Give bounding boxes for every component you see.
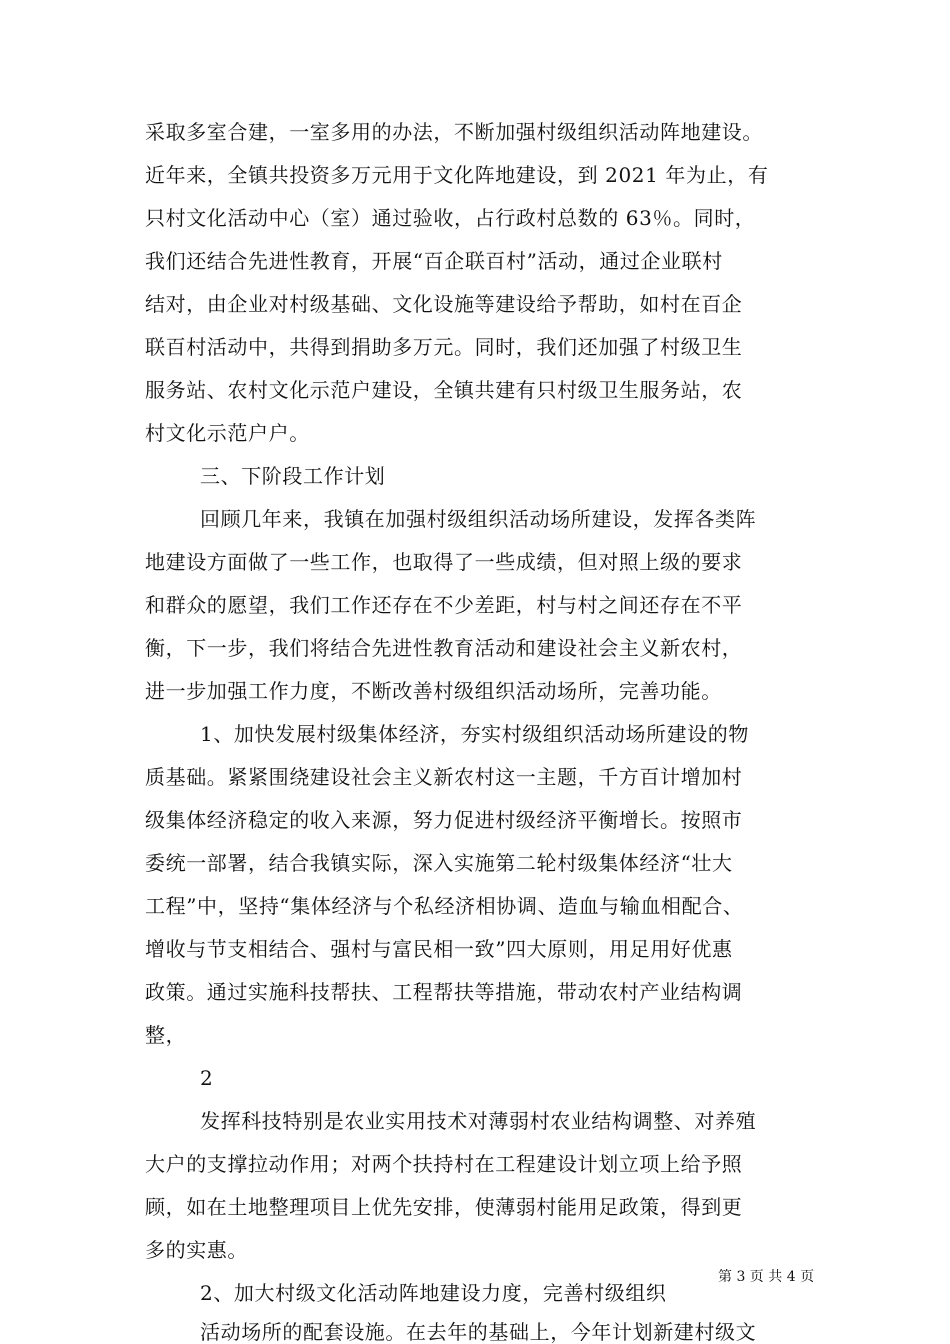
section-heading: 三、下阶段工作计划 bbox=[200, 464, 386, 488]
text-line: 和群众的愿望，我们工作还存在不少差距，村与村之间还存在不平 bbox=[145, 593, 743, 617]
text-line: 整， bbox=[145, 1023, 187, 1047]
text-line: 工程”中，坚持“集体经济与个私经济相协调、造血与输血相配合、 bbox=[145, 894, 744, 918]
text-line: 顾，如在土地整理项目上优先安排，使薄弱村能用足政策，得到更 bbox=[145, 1195, 743, 1219]
text-line: 联百村活动中，共得到捐助多万元。同时，我们还加强了村级卫生 bbox=[145, 335, 743, 359]
text-line: 级集体经济稳定的收入来源，努力促进村级经济平衡增长。按照市 bbox=[145, 808, 743, 832]
text-line: 增收与节支相结合、强村与富民相一致”四大原则，用足用好优惠 bbox=[145, 937, 733, 961]
text-line: 我们还结合先进性教育，开展“百企联百村”活动，通过企业联村 bbox=[145, 249, 723, 273]
inline-page-number: 2 bbox=[200, 1066, 214, 1090]
text-line: 1、加快发展村级集体经济，夯实村级组织活动场所建设的物 bbox=[200, 722, 749, 746]
text-line: 多的实惠。 bbox=[145, 1238, 248, 1262]
text-line: 回顾几年来，我镇在加强村级组织活动场所建设，发挥各类阵 bbox=[200, 507, 757, 531]
text-line: 2、加大村级文化活动阵地建设力度，完善村级组织 bbox=[200, 1281, 667, 1305]
text-line: 政策。通过实施科技帮扶、工程帮扶等措施，带动农村产业结构调 bbox=[145, 980, 743, 1004]
text-line: 委统一部署，结合我镇实际，深入实施第二轮村级集体经济“壮大 bbox=[145, 851, 733, 875]
text-line: 只村文化活动中心（室）通过验收，占行政村总数的 63％。同时， bbox=[145, 206, 756, 230]
text-line: 近年来，全镇共投资多万元用于文化阵地建设，到 2021 年为止，有 bbox=[145, 163, 769, 187]
text-line: 发挥科技特别是农业实用技术对薄弱村农业结构调整、对养殖 bbox=[200, 1109, 757, 1133]
text-line: 大户的支撑拉动作用；对两个扶持村在工程建设计划立项上给予照 bbox=[145, 1152, 743, 1176]
text-line: 质基础。紧紧围绕建设社会主义新农村这一主题，千方百计增加村 bbox=[145, 765, 743, 789]
text-line: 进一步加强工作力度，不断改善村级组织活动场所，完善功能。 bbox=[145, 679, 722, 703]
page-footer: 第 3 页 共 4 页 bbox=[718, 1269, 815, 1285]
text-line: 地建设方面做了一些工作，也取得了一些成绩，但对照上级的要求 bbox=[145, 550, 743, 574]
text-line: 活动场所的配套设施。在去年的基础上，今年计划新建村级文 bbox=[200, 1320, 757, 1344]
text-line: 衡，下一步，我们将结合先进性教育活动和建设社会主义新农村， bbox=[145, 636, 743, 660]
text-line: 采取多室合建，一室多用的办法，不断加强村级组织活动阵地建设。 bbox=[145, 120, 763, 144]
text-line: 村文化示范户户。 bbox=[145, 421, 310, 445]
text-line: 服务站、农村文化示范户建设，全镇共建有只村级卫生服务站，农 bbox=[145, 378, 743, 402]
text-line: 结对，由企业对村级基础、文化设施等建设给予帮助，如村在百企 bbox=[145, 292, 743, 316]
